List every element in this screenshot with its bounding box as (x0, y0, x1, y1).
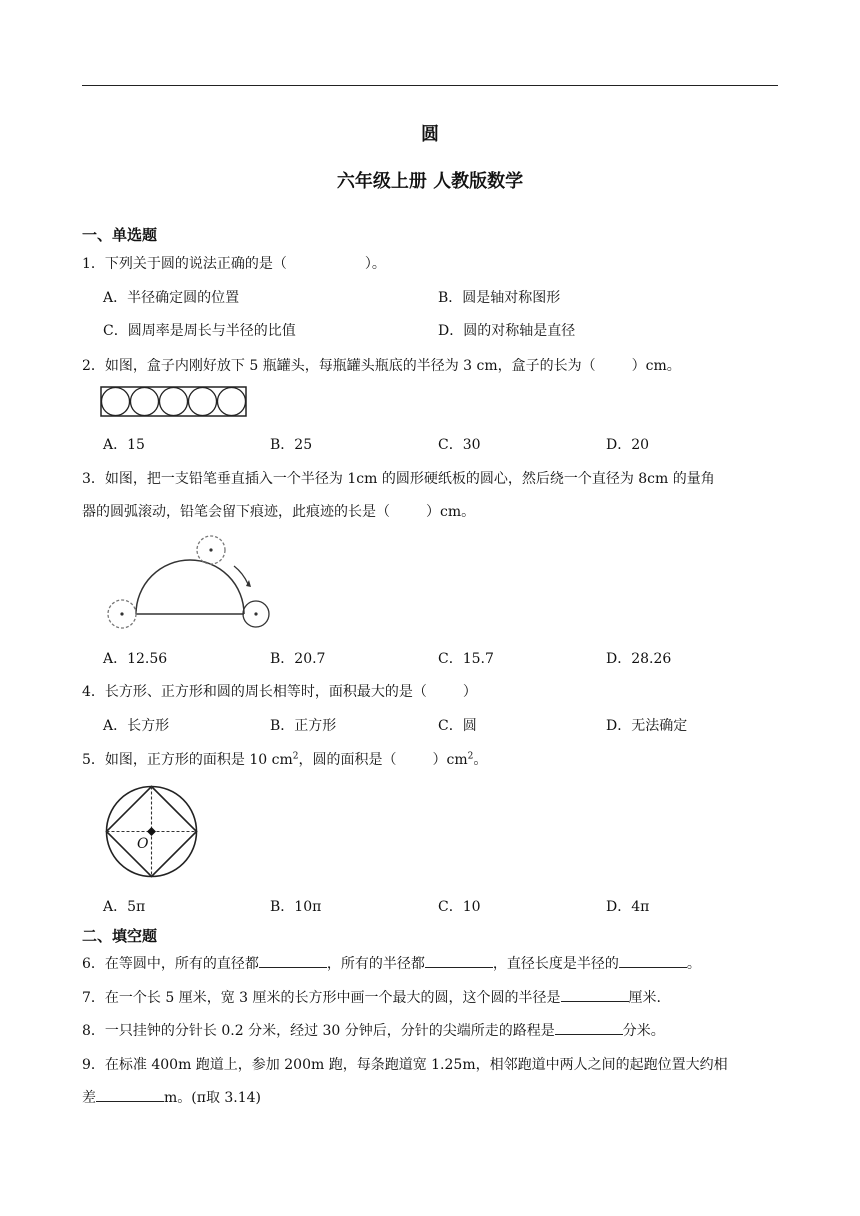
question-5 (82, 749, 487, 769)
disc-center-dot (209, 548, 212, 551)
box-outline (101, 387, 246, 416)
square-unit-exponent: 2 (467, 751, 474, 762)
can-circle (160, 388, 188, 416)
question-5-end: 。 (473, 752, 488, 768)
section-heading-single-choice: 一、单选题 (82, 226, 158, 244)
question-5-unit: ）cm (432, 752, 468, 768)
answer-blank[interactable] (561, 987, 629, 1002)
section-heading-fill-blank: 二、填空题 (82, 927, 158, 945)
question-3-text: 器的圆弧滚动，铅笔会留下痕迹，此痕迹的长是（ (82, 504, 390, 520)
cans-in-box-figure (100, 386, 248, 418)
question-6-part-c: ，直径长度是半径的 (492, 956, 619, 972)
q5-option-b[interactable]: B．10π (270, 899, 322, 915)
center-label: O (137, 836, 149, 852)
question-6-part-d: 。 (686, 956, 701, 972)
question-4 (82, 681, 477, 701)
page-title: 圆 (421, 124, 439, 145)
question-9-line-2 (82, 1087, 261, 1107)
protractor-rolling-figure (100, 532, 280, 637)
center-point (147, 827, 156, 836)
question-8-part-a: 8．一只挂钟的分针长 0.2 分米，经过 30 分钟后，分针的尖端所走的路程是 (82, 1023, 555, 1039)
q5-option-a[interactable]: A．5π (103, 899, 146, 915)
q3-option-d[interactable]: D．28.26 (606, 651, 672, 667)
q1-option-b[interactable]: B．圆是轴对称图形 (438, 290, 561, 306)
q1-option-a[interactable]: A．半径确定圆的位置 (103, 290, 240, 306)
question-6 (82, 953, 701, 973)
q2-option-d[interactable]: D．20 (606, 437, 650, 453)
answer-blank[interactable] (555, 1020, 623, 1035)
question-9-part-a: 差 (82, 1090, 96, 1106)
question-5-text: 5．如图，正方形的面积是 10 cm (82, 752, 293, 768)
q4-option-c[interactable]: C．圆 (438, 718, 477, 734)
protractor-arc (136, 560, 244, 614)
answer-blank[interactable] (259, 953, 327, 968)
answer-blank[interactable] (96, 1087, 164, 1102)
q4-option-d[interactable]: D．无法确定 (606, 718, 688, 734)
q2-option-a[interactable]: A．15 (103, 437, 145, 453)
question-8 (82, 1020, 665, 1040)
answer-blank[interactable] (619, 953, 687, 968)
q1-option-d[interactable]: D．圆的对称轴是直径 (438, 323, 576, 339)
q5-option-c[interactable]: C．10 (438, 899, 481, 915)
question-6-part-a: 6．在等圆中，所有的直径都 (82, 956, 259, 972)
q4-option-b[interactable]: B．正方形 (270, 718, 337, 734)
question-6-part-b: ，所有的半径都 (326, 956, 425, 972)
question-2-tail: ）cm。 (631, 358, 681, 374)
q3-option-a[interactable]: A．12.56 (103, 651, 168, 667)
question-7-part-b: 厘米. (628, 990, 661, 1006)
q5-option-d[interactable]: D．4π (606, 899, 650, 915)
question-5-middle: ，圆的面积是（ (298, 752, 397, 768)
q1-option-c[interactable]: C．圆周率是周长与半径的比值 (103, 323, 296, 339)
question-9-line-1: 9．在标准 400m 跑道上，参加 200m 跑，每条跑道宽 1.25m，相邻跑道中两人之间的起跑位置大约相 (82, 1057, 728, 1073)
question-1-text: 1．下列关于圆的说法正确的是（ (82, 256, 287, 272)
question-4-tail: ） (462, 684, 477, 700)
question-3-tail: ）cm。 (426, 504, 476, 520)
disc-center-dot (120, 612, 123, 615)
question-1 (82, 253, 386, 273)
q3-option-c[interactable]: C．15.7 (438, 651, 494, 667)
header-rule (82, 85, 778, 86)
question-3-line-2 (82, 501, 475, 521)
can-circle (131, 388, 159, 416)
question-7 (82, 987, 661, 1007)
circle-square-figure (104, 784, 200, 880)
question-2 (82, 355, 681, 375)
page-subtitle: 六年级上册 人教版数学 (336, 171, 524, 192)
q4-option-a[interactable]: A．长方形 (103, 718, 170, 734)
can-circle (102, 388, 130, 416)
q3-option-b[interactable]: B．20.7 (270, 651, 326, 667)
question-9-part-b: m。(π取 3.14) (164, 1090, 262, 1106)
question-4-text: 4．长方形、正方形和圆的周长相等时，面积最大的是（ (82, 684, 427, 700)
can-circle (189, 388, 217, 416)
question-8-part-b: 分米。 (622, 1023, 665, 1039)
question-3-line-1: 3．如图，把一支铅笔垂直插入一个半径为 1cm 的圆形硬纸板的圆心，然后绕一个直径为 8cm 的量角 (82, 471, 715, 487)
disc-center-dot (254, 612, 257, 615)
can-circle (218, 388, 246, 416)
question-2-text: 2．如图，盒子内刚好放下 5 瓶罐头，每瓶罐头瓶底的半径为 3 cm，盒子的长为（ (82, 358, 596, 374)
square-unit-exponent: 2 (292, 751, 299, 762)
question-7-part-a: 7．在一个长 5 厘米，宽 3 厘米的长方形中画一个最大的圆，这个圆的半径是 (82, 990, 561, 1006)
q2-option-c[interactable]: C．30 (438, 437, 481, 453)
rolling-direction-arrow (234, 566, 248, 584)
q2-option-b[interactable]: B．25 (270, 437, 313, 453)
question-1-tail: ）。 (364, 256, 386, 272)
answer-blank[interactable] (425, 953, 493, 968)
